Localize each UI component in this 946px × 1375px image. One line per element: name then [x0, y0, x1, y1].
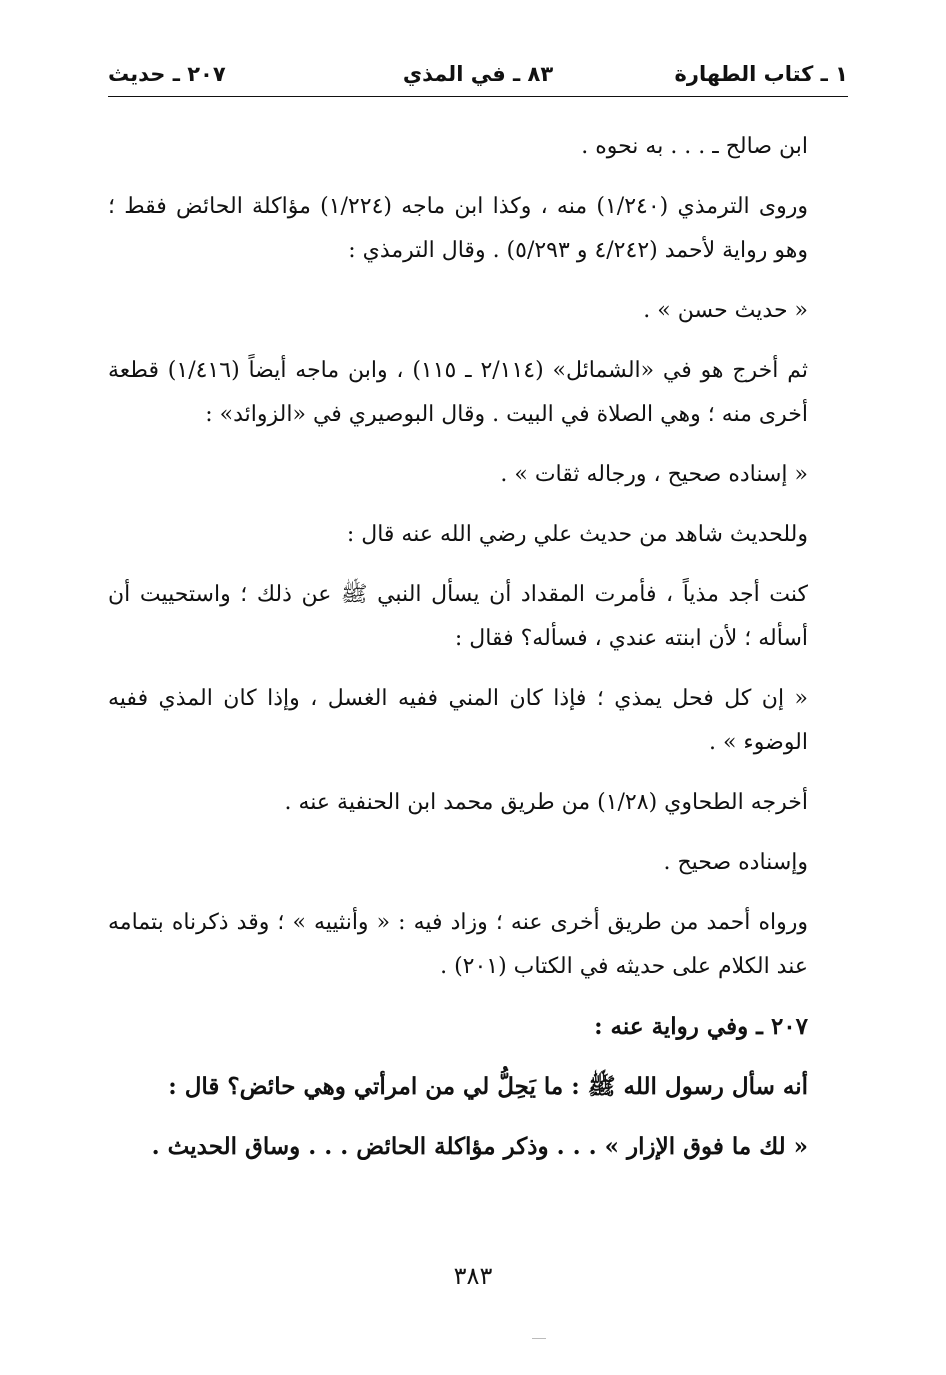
running-header [108, 56, 848, 97]
hadith-number: ٢٠٧ ـ حديث [108, 62, 226, 86]
paragraph: أخرجه الطحاوي (١/٢٨) من طريق محمد ابن الحنفية عنه . [284, 790, 808, 815]
hadith-text: « لك ما فوق الإزار » . . . وذكر مؤاكلة الحائض . . . وساق الحديث . [151, 1133, 808, 1160]
page [108, 56, 848, 1169]
paragraph: وإسناده صحيح . [663, 850, 808, 875]
paragraph: وللحديث شاهد من حديث علي رضي الله عنه قال : [346, 522, 808, 547]
divider [532, 1338, 546, 1339]
quote: « إن كل فحل يمذي ؛ فإذا كان المني ففيه الغسل ، وإذا كان المذي ففيه الوضوء » . [108, 686, 808, 755]
chapter-title: ٨٣ ـ في المذي [402, 62, 554, 86]
paragraph: وروى الترمذي (١/٢٤٠) منه ، وكذا ابن ماجه (١/٢٢٤) مؤاكلة الحائض فقط ؛ وهو رواية لأحمد (٤/٢٤٢ و ٥/٢٩٣) . وقال الترمذي : [108, 194, 808, 263]
book-title: ١ ـ كتاب الطهارة [674, 62, 848, 86]
page-number: ٣٨٣ [453, 1262, 493, 1290]
paragraph: كنت أجد مذياً ، فأمرت المقداد أن يسأل النبي ﷺ عن ذلك ؛ واستحييت أن أسأله ؛ لأن ابنته عندي ، فسأله؟ فقال : [108, 582, 808, 651]
paragraph: ابن صالح ـ . . . به نحوه . [581, 134, 808, 159]
paragraph: ورواه أحمد من طريق أخرى عنه ؛ وزاد فيه : « وأنثييه » ؛ وقد ذكرناه بتمامه عند الكلام على حديثه في الكتاب (٢٠١) . [108, 910, 808, 979]
body-text [108, 125, 848, 1169]
quote: « إسناده صحيح ، ورجاله ثقات » . [500, 462, 808, 487]
paragraph: ثم أخرج هو في «الشمائل» (٢/١١٤ ـ ١١٥) ، وابن ماجه أيضاً (١/٤١٦) قطعة أخرى منه ؛ وهي الصلاة في البيت . وقال البوصيري في «الزوائد» : [108, 358, 808, 427]
quote: « حديث حسن » . [643, 298, 808, 323]
hadith-text: أنه سأل رسول الله ﷺ : ما يَحِلُّ لي من امرأتي وهي حائض؟ قال : [168, 1073, 808, 1100]
hadith-heading: ٢٠٧ ـ وفي رواية عنه : [594, 1013, 808, 1040]
